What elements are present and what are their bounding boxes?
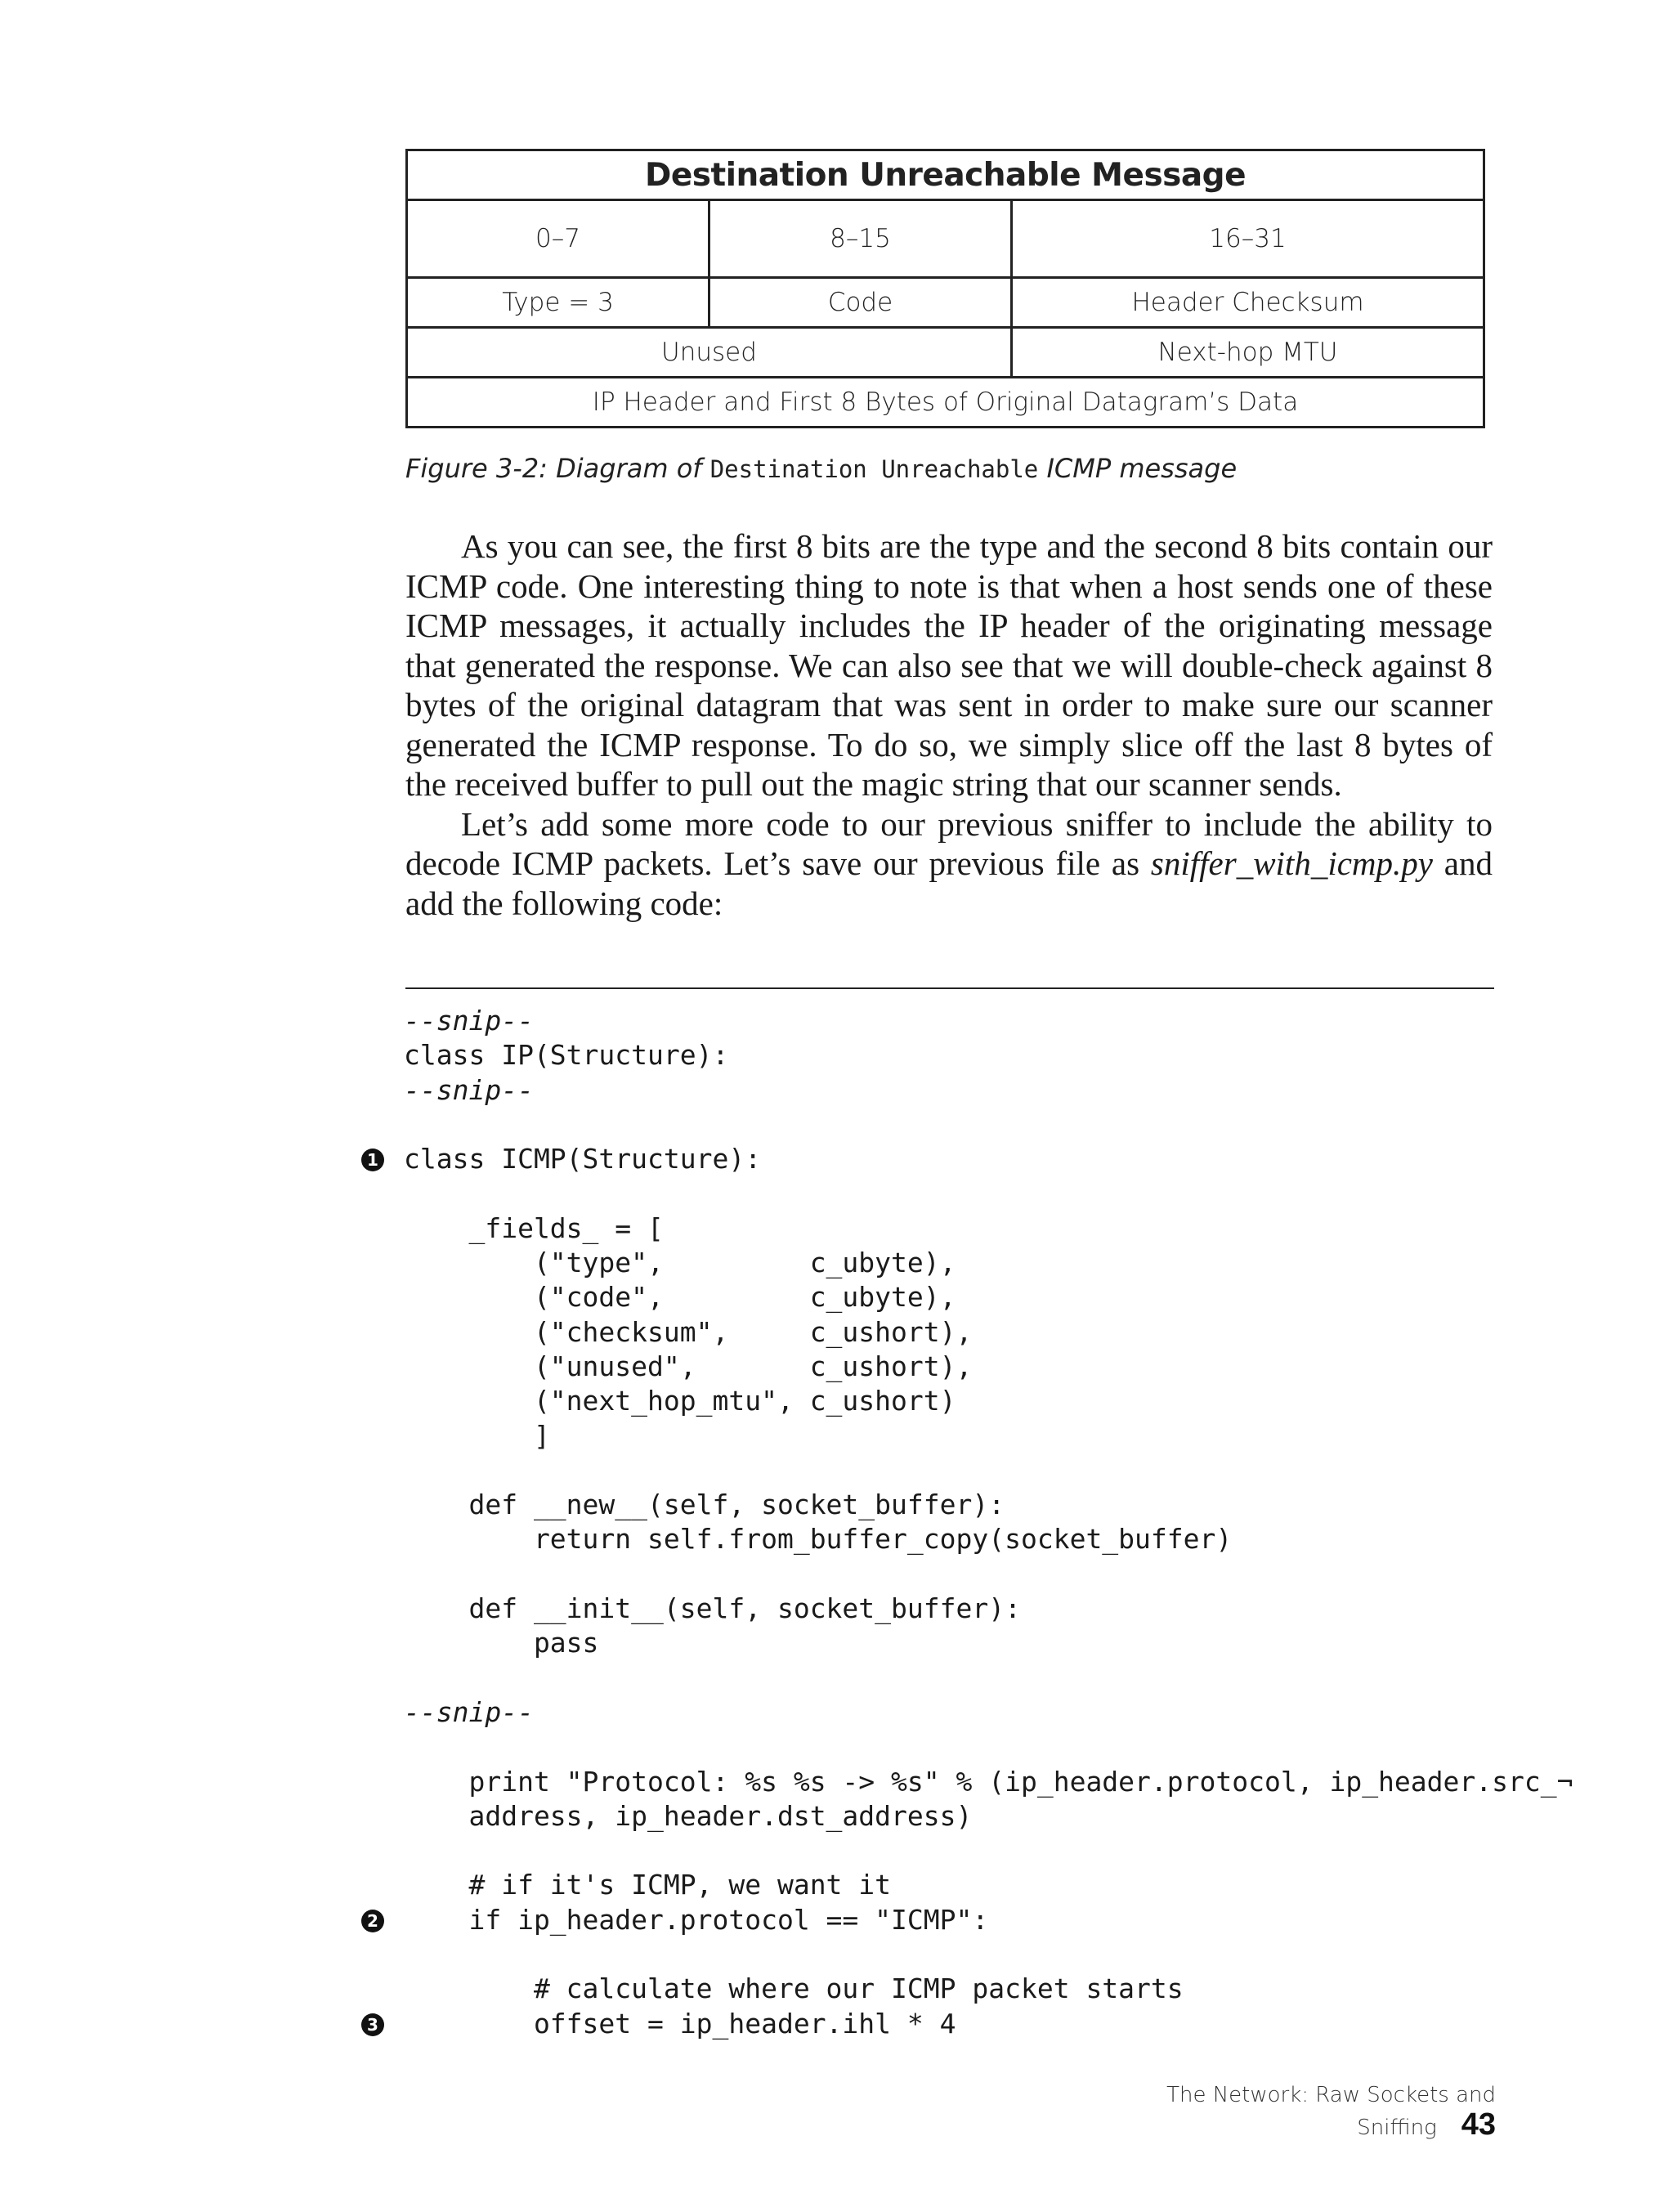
ip-header-data-field: IP Header and First 8 Bytes of Original Datagram’s Data — [407, 378, 1484, 428]
diagram-title: Destination Unreachable Message — [407, 150, 1484, 200]
code-line — [404, 1419, 1499, 1453]
code-text: ("unused", c_ushort), — [404, 1350, 973, 1382]
bit-range-16-31: 16–31 — [1012, 200, 1484, 278]
code-line — [404, 1972, 1499, 2006]
code-line — [367, 2007, 1499, 2041]
code-line — [404, 1176, 1499, 1211]
code-text: ("checksum", c_ushort), — [404, 1315, 973, 1348]
code-text: class IP(Structure): — [404, 1039, 729, 1072]
code-line — [404, 1799, 1499, 1834]
code-text: # if it's ICMP, we want it — [404, 1869, 892, 1901]
code-line — [404, 1004, 1499, 1038]
paragraph-2-intro: Let’s add some more code to our previous sniffer to include the ability to decode ICMP packets. Let’s save our previous file as — [405, 804, 1493, 882]
filename: sniffer_with_icmp.py — [1150, 844, 1433, 882]
code-line — [404, 1592, 1499, 1626]
caption-suffix: ICMP message — [1038, 453, 1238, 484]
code-line — [367, 1903, 1499, 1937]
code-line — [404, 1834, 1499, 1868]
code-text: ("code", c_ubyte), — [404, 1281, 956, 1314]
paragraph-1: As you can see, the first 8 bits are the type and the second 8 bits contain our ICMP code. One interesting thing to note is that when a host sends one of these ICMP messages, it actually includes the IP header of the originating message that generated the response. We can also see that we will double-check against 8 bytes of the original datagram that was sent in order to make sure our scanner generated the ICMP response. To do so, we simply slice off the last 8 bytes of the received buffer to pull out the magic string that our scanner sends. — [405, 527, 1493, 803]
paragraph-2 — [405, 804, 1493, 924]
code-line — [404, 1315, 1499, 1350]
code-line — [404, 1765, 1573, 1799]
code-text: print "Protocol: %s %s -> %s" % (ip_header.protocol, ip_header.src_¬ — [404, 1765, 1573, 1798]
snip-marker: --snip-- — [404, 1695, 534, 1728]
code-line — [404, 1695, 1499, 1730]
code-text: class ICMP(Structure): — [404, 1143, 762, 1175]
destination-unreachable-diagram — [405, 149, 1485, 428]
running-footer-title: The Network: Raw Sockets and Sniffing — [1166, 2083, 1496, 2140]
code-line — [404, 1730, 1499, 1764]
code-text: address, ip_header.dst_address) — [404, 1799, 973, 1832]
caption-code: Destination Unreachable — [709, 455, 1039, 483]
type-field: Type = 3 — [407, 278, 709, 328]
callout-marker-1: 1 — [361, 1149, 384, 1171]
bit-range-8-15: 8–15 — [709, 200, 1012, 278]
code-text: pass — [404, 1627, 599, 1659]
code-line — [404, 1937, 1499, 1972]
figure-caption — [405, 453, 1237, 484]
callout-marker-2: 2 — [361, 1910, 384, 1932]
code-line — [404, 1211, 1499, 1246]
code-text: _fields_ = [ — [404, 1211, 664, 1244]
unused-field: Unused — [407, 328, 1012, 378]
code-line — [404, 1453, 1499, 1488]
code-line — [404, 1557, 1499, 1592]
code-text: def __new__(self, socket_buffer): — [404, 1489, 1005, 1521]
code-line — [367, 1142, 1499, 1176]
code-line — [404, 1038, 1499, 1072]
code-text: ("next_hop_mtu", c_ushort) — [404, 1385, 956, 1417]
header-checksum-field: Header Checksum — [1012, 278, 1484, 328]
code-line — [404, 1108, 1499, 1142]
code-line — [404, 1246, 1499, 1280]
listing-divider — [405, 987, 1494, 989]
page-number: 43 — [1461, 2107, 1496, 2142]
code-text: ] — [404, 1419, 550, 1452]
code-line — [404, 1661, 1499, 1695]
paragraph-2-end: and add the following code: — [405, 844, 1493, 922]
code-line — [404, 1350, 1499, 1384]
code-line — [404, 1868, 1499, 1902]
snip-marker: --snip-- — [404, 1005, 534, 1037]
bit-range-0-7: 0–7 — [407, 200, 709, 278]
caption-prefix: Figure 3-2: Diagram of — [405, 453, 710, 484]
code-text: def __init__(self, socket_buffer): — [404, 1592, 1021, 1625]
code-field: Code — [709, 278, 1012, 328]
code-line — [404, 1626, 1499, 1660]
code-line — [404, 1280, 1499, 1314]
code-text: if ip_header.protocol == "ICMP": — [404, 1903, 989, 1936]
callout-marker-3: 3 — [361, 2013, 384, 2036]
code-line — [404, 1488, 1499, 1522]
body-text — [405, 526, 1493, 923]
code-line — [404, 1073, 1499, 1108]
code-line — [404, 1522, 1499, 1556]
code-text: offset = ip_header.ihl * 4 — [404, 2007, 956, 2040]
code-text: return self.from_buffer_copy(socket_buffer) — [404, 1523, 1233, 1556]
code-text: ("type", c_ubyte), — [404, 1247, 956, 1279]
code-text: # calculate where our ICMP packet starts — [404, 1972, 1184, 2005]
code-listing — [367, 1004, 1573, 2041]
page-footer — [1063, 2083, 1496, 2142]
snip-marker: --snip-- — [404, 1073, 534, 1106]
next-hop-mtu-field: Next-hop MTU — [1012, 328, 1484, 378]
code-line — [404, 1384, 1499, 1418]
